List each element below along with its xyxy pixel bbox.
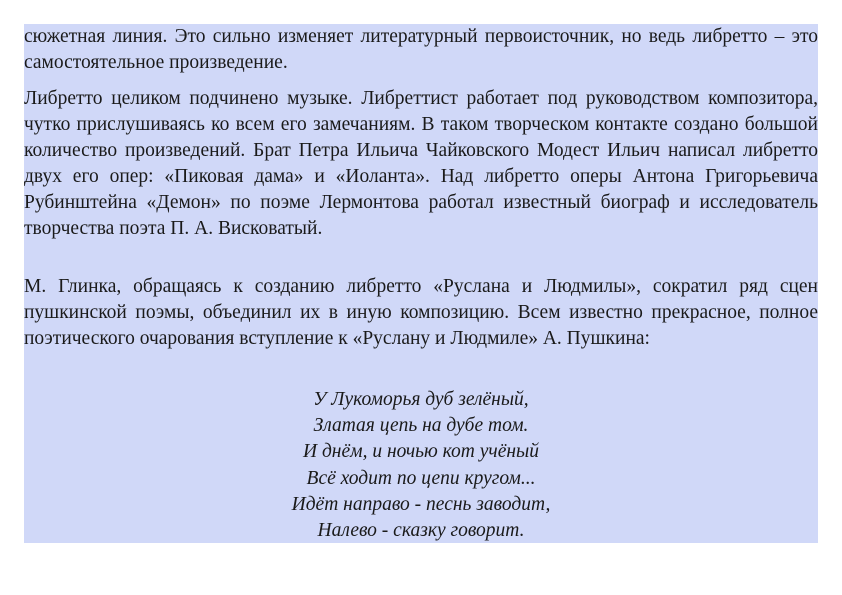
paragraph-2: Либретто целиком подчинено музыке. Либреттист работает под руководством композитора, чутко прислушиваясь ко всем его замечаниям. В таком творческом контакте создано большой количество произведений. Брат Петра Ильича Чайковского Модест Ильич написал либретто двух его опер: «Пиковая дама» и «Иоланта». Над либретто оперы Антона Григорьевича Рубинштейна «Демон» по поэме Лермонтова работал известный биограф и исследователь творчества поэта П. А. Висковатый.: [24, 88, 818, 239]
poem-line-6: Налево - сказку говорит.: [317, 520, 525, 542]
poem-line-2: Златая цепь на дубе том.: [313, 415, 529, 437]
poem-line-1: У Лукоморья дуб зелёный,: [313, 389, 529, 410]
paragraph-3: М. Глинка, обращаясь к созданию либретто «Руслана и Людмилы», сократил ряд сцен пушкинской поэмы, объединил их в иную композицию. Всем известно прекрасное, полное поэтического очарования вступление к «Руслану и Людмиле» А. Пушкина:: [24, 276, 818, 349]
poem-quote: [24, 387, 818, 544]
text-block: [24, 24, 818, 543]
paragraph-1: сюжетная линия. Это сильно изменяет литературный первоисточник, но ведь либретто – это самостоятельное произведение.: [24, 26, 818, 73]
poem-line-3: И днём, и ночью кот учёный: [302, 441, 540, 463]
poem-line-5: Идёт направо - песнь заводит,: [291, 493, 551, 515]
poem-line-4: Всё ходит по цепи кругом...: [306, 467, 536, 489]
